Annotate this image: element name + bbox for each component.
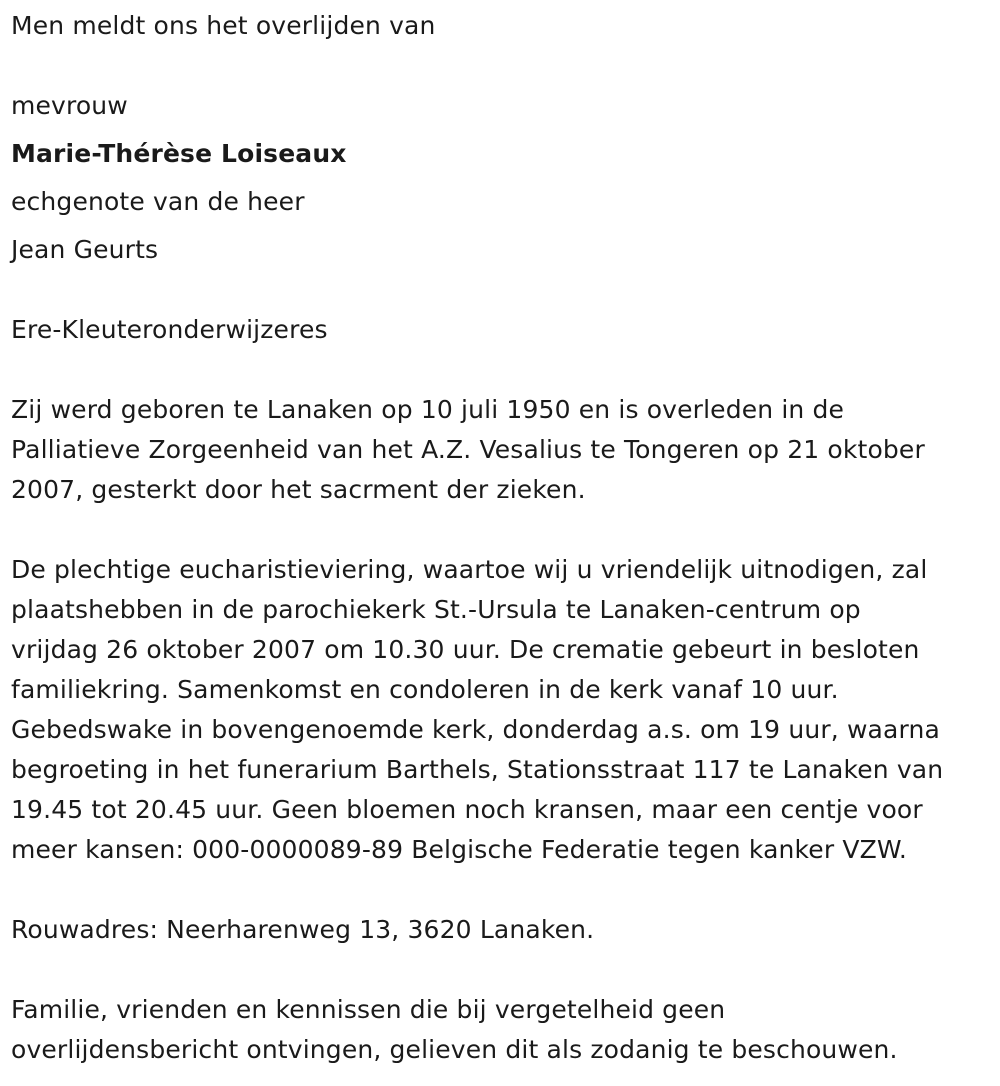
spouse-name: Jean Geurts [11, 235, 159, 264]
ceremony-line: begroeting in het funerarium Barthels, Stationsstraat 117 te Lanaken van [11, 755, 944, 784]
ceremony-line: 19.45 tot 20.45 uur. Geen bloemen noch kransen, maar een centje voor [11, 795, 923, 824]
spouse-relation: echgenote van de heer [11, 187, 305, 216]
birth-death-line: Palliatieve Zorgeenheid van het A.Z. Vesalius te Tongeren op 21 oktober [11, 435, 925, 464]
ceremony-line: plaatshebben in de parochiekerk St.-Ursula te Lanaken-centrum op [11, 595, 861, 624]
ceremony-line: familiekring. Samenkomst en condoleren in de kerk vanaf 10 uur. [11, 675, 839, 704]
ceremony-line: Gebedswake in bovengenoemde kerk, donderdag a.s. om 19 uur, waarna [11, 715, 940, 744]
closing-line: overlijdensbericht ontvingen, gelieven dit als zodanig te beschouwen. [11, 1035, 898, 1064]
mourning-address: Rouwadres: Neerharenweg 13, 3620 Lanaken. [11, 915, 595, 944]
birth-death-line: 2007, gesterkt door het sacrment der zieken. [11, 475, 586, 504]
salutation: mevrouw [11, 91, 128, 120]
ceremony-line: vrijdag 26 oktober 2007 om 10.30 uur. De crematie gebeurt in besloten [11, 635, 920, 664]
birth-death-line: Zij werd geboren te Lanaken op 10 juli 1950 en is overleden in de [11, 395, 845, 424]
ceremony-line: meer kansen: 000-0000089-89 Belgische Federatie tegen kanker VZW. [11, 835, 907, 864]
deceased-name: Marie-Thérèse Loiseaux [11, 139, 347, 168]
closing-line: Familie, vrienden en kennissen die bij vergetelheid geen [11, 995, 726, 1024]
intro-text: Men meldt ons het overlijden van [11, 11, 436, 40]
profession: Ere-Kleuteronderwijzeres [11, 315, 328, 344]
ceremony-line: De plechtige eucharistieviering, waartoe wij u vriendelijk uitnodigen, zal [11, 555, 928, 584]
